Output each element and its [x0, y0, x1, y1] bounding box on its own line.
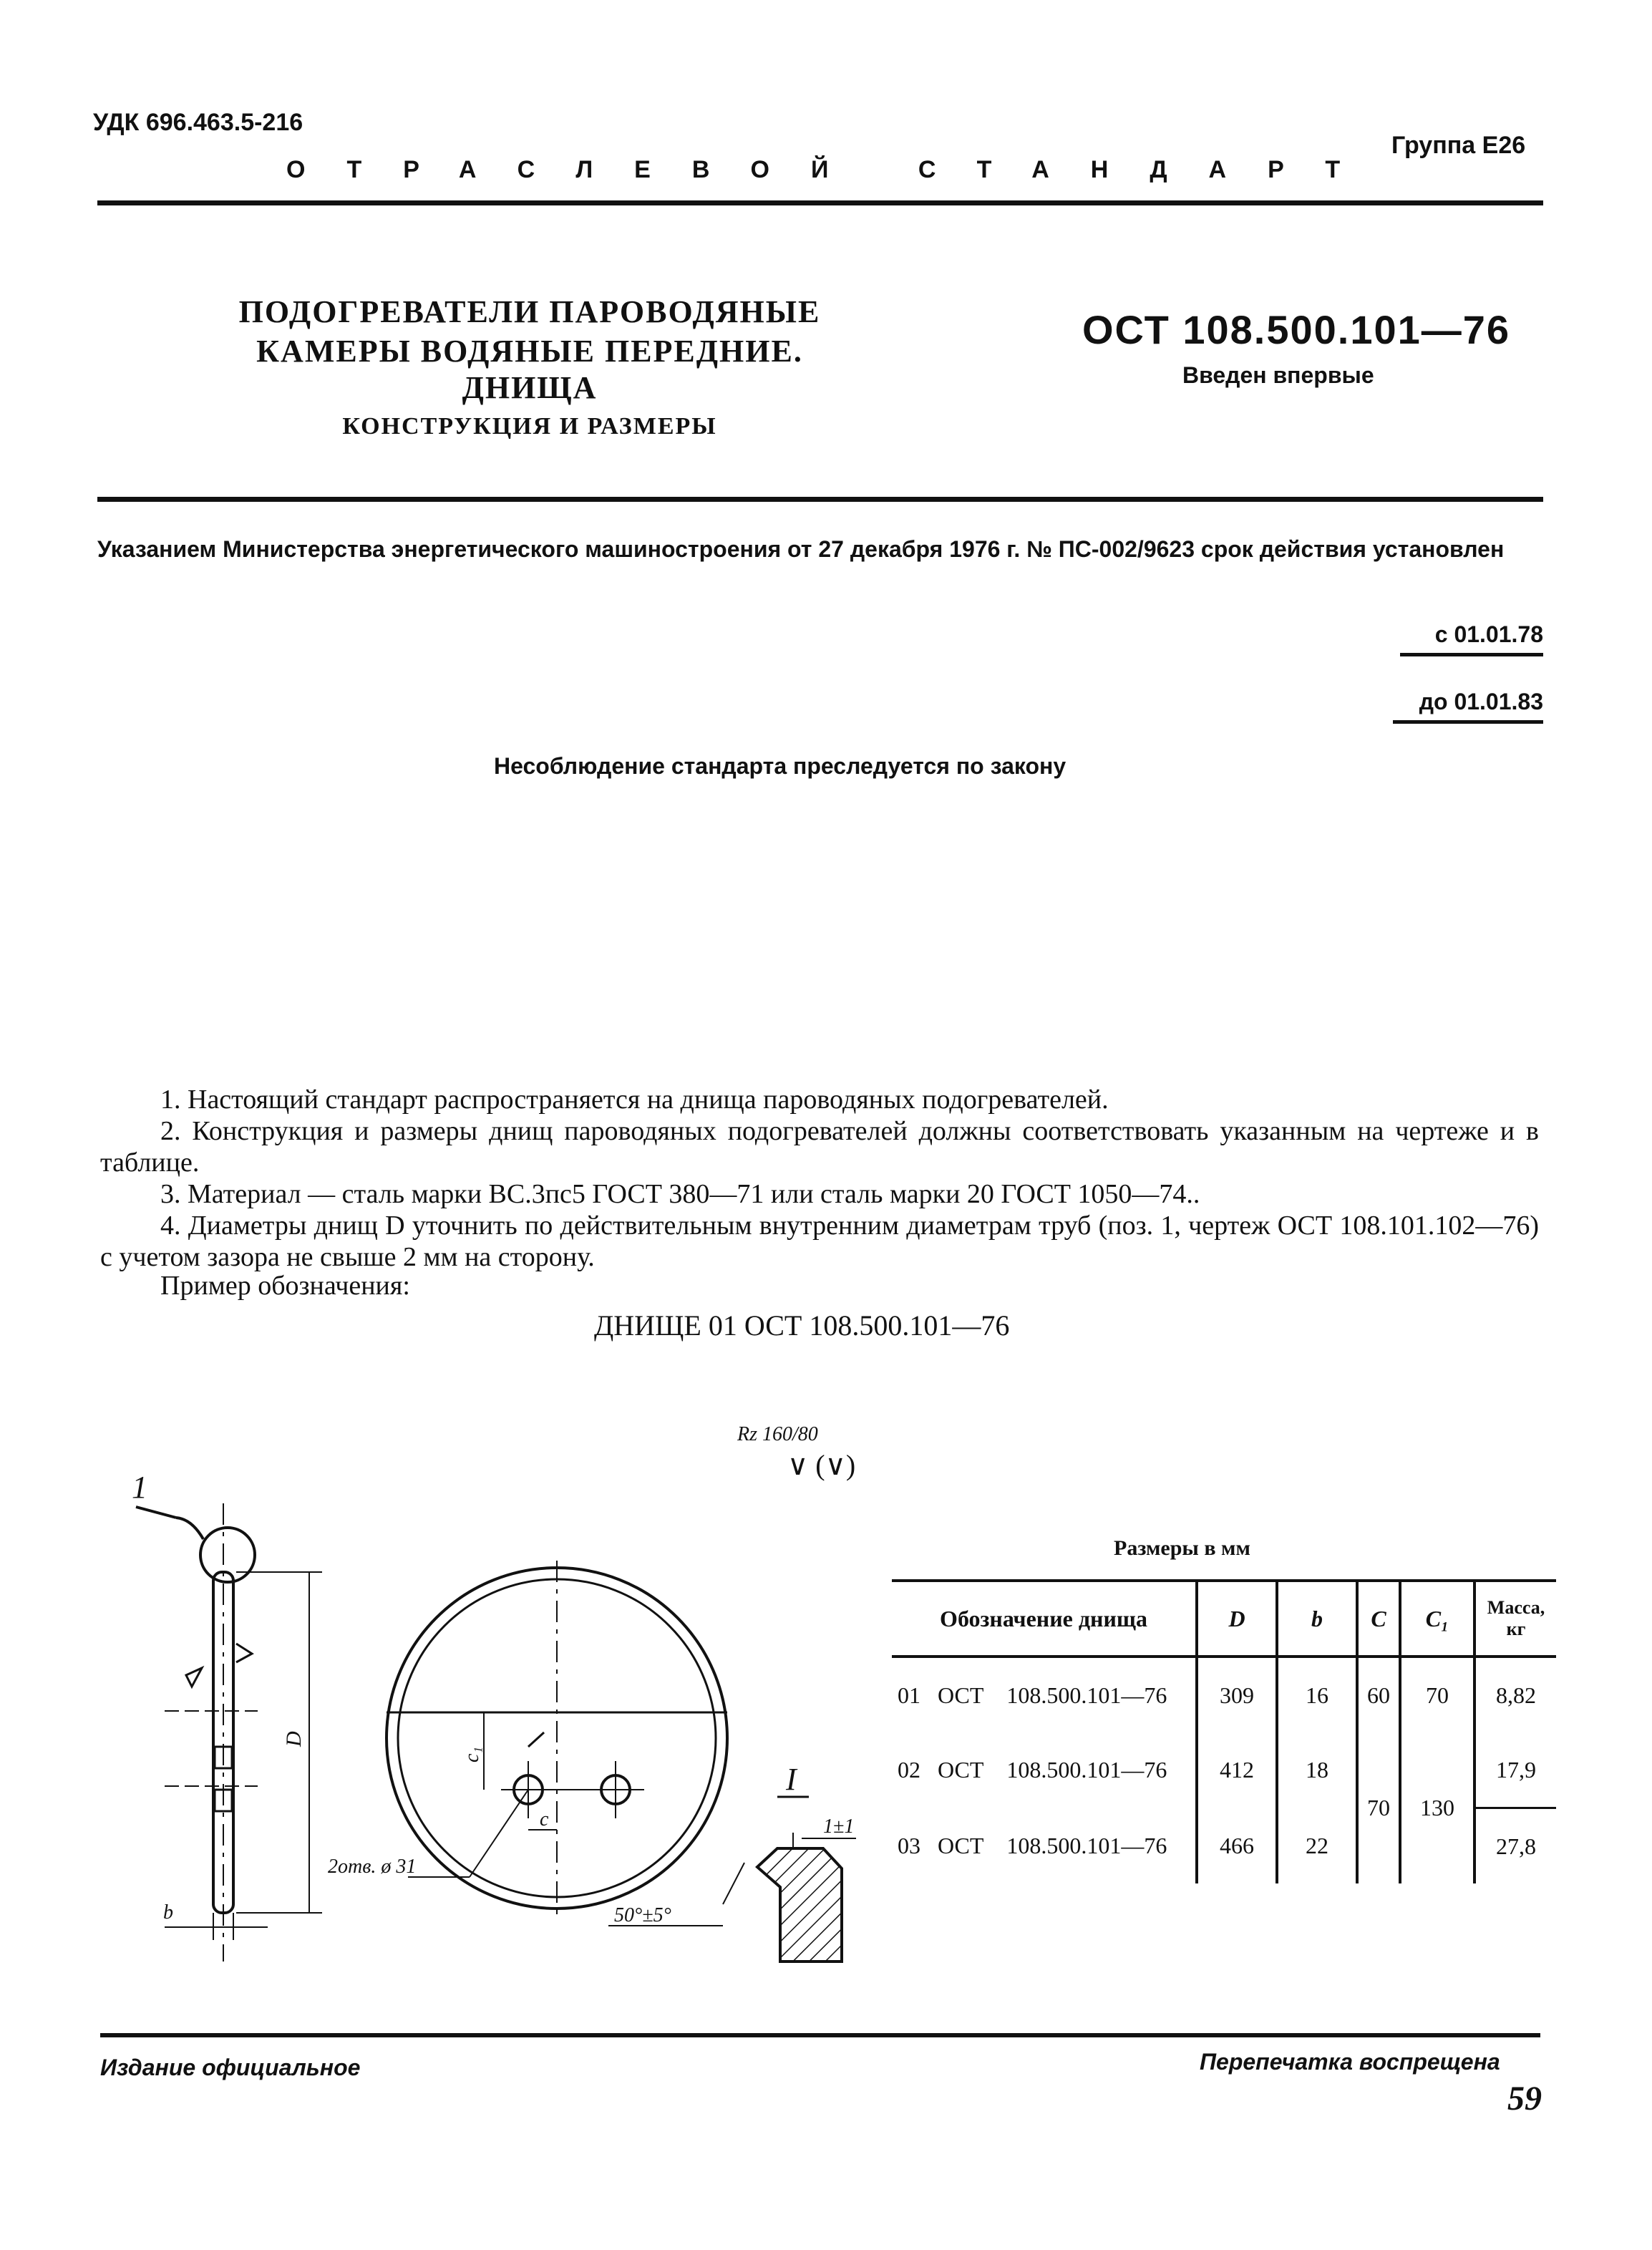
- header-mass: Масса, кг: [1474, 1581, 1556, 1657]
- row-designation: [892, 1808, 1197, 1884]
- reprint-note: Перепечатка воспрещена: [1200, 2049, 1500, 2075]
- detail-label: I: [786, 1762, 797, 1797]
- cell-mass: 8,82: [1474, 1657, 1556, 1732]
- ost-number: ОСТ 108.500.101—76: [1082, 307, 1511, 352]
- cell-c1: 130: [1400, 1732, 1474, 1883]
- example-label: Пример обозначения:: [160, 1271, 410, 1301]
- udk-code: УДК 696.463.5-216: [93, 109, 303, 136]
- row-designation: [892, 1732, 1197, 1808]
- dim-c1-label: c₁: [461, 1746, 483, 1762]
- clause-4: 4. Диаметры днищ D уточнить по действительным внутренним диаметрам труб (поз. 1, чертеж ОСТ 108.101.102—76) с учетом зазора не свыше 2 мм на сторону.: [100, 1211, 1539, 1272]
- detail-circle: [200, 1528, 255, 1582]
- dim-c-label: c: [540, 1808, 549, 1830]
- header-d: D: [1197, 1581, 1277, 1657]
- dimensions-table: [892, 1579, 1556, 1883]
- cell-c: 60: [1357, 1657, 1400, 1732]
- row-doc: 108.500.101—76: [1006, 1757, 1167, 1783]
- dim-b-label: b: [163, 1901, 173, 1924]
- row-doc: 108.500.101—76: [1006, 1682, 1167, 1708]
- cell-b: 18: [1277, 1732, 1357, 1808]
- callout-position: 1: [132, 1470, 147, 1505]
- title-line-3: КОНСТРУКЦИЯ И РАЗМЕРЫ: [342, 413, 717, 440]
- detail-gap: 1±1: [823, 1815, 855, 1838]
- footer-rule: [100, 2033, 1540, 2037]
- validity-from-rule: [1400, 653, 1543, 656]
- cell-d: 466: [1197, 1808, 1277, 1884]
- clause-1: 1. Настоящий стандарт распространяется на днища пароводяных подогревателей.: [160, 1085, 1109, 1115]
- table-row: [892, 1657, 1556, 1732]
- cell-d: 309: [1197, 1657, 1277, 1732]
- hole-left: [514, 1775, 543, 1804]
- holes-label: 2отв. ø 31: [328, 1856, 417, 1878]
- cell-d: 412: [1197, 1732, 1277, 1808]
- page-number: 59: [1507, 2080, 1542, 2118]
- row-number: 02: [898, 1757, 920, 1783]
- document-title: [186, 294, 873, 440]
- clause-3: 3. Материал — сталь марки ВС.3пс5 ГОСТ 380—71 или сталь марки 20 ГОСТ 1050—74..: [160, 1179, 1200, 1209]
- decree-text: Указанием Министерства энергетического машиностроения от 27 декабря 1976 г. № ПС-002/9623 срок действия установлен: [97, 536, 1505, 562]
- cell-mass: 27,8: [1474, 1808, 1556, 1884]
- cell-c1: 70: [1400, 1657, 1474, 1732]
- cell-mass: 17,9: [1474, 1732, 1556, 1808]
- header-c1: C₁: [1400, 1581, 1474, 1657]
- introduced-note: Введен впервые: [1182, 362, 1374, 388]
- side-view: [132, 1470, 322, 1962]
- group-code: Группа Е26: [1391, 132, 1526, 159]
- title-line-2: КАМЕРЫ ВОДЯНЫЕ ПЕРЕДНИЕ. ДНИЩА: [256, 334, 803, 405]
- clause-2: 2. Конструкция и размеры днищ пароводяных подогревателей должны соответствовать указанным на чертеже и в таблице.: [100, 1116, 1539, 1178]
- front-view: [328, 1561, 727, 1919]
- row-number: 01: [898, 1682, 920, 1708]
- row-ost: ОСТ: [938, 1832, 984, 1858]
- hole-right: [601, 1775, 630, 1804]
- standard-type-heading: ОТРАСЛЕВОЙ СТАНДАРТ: [286, 156, 1382, 183]
- title-rule: [97, 497, 1543, 502]
- row-ost: ОСТ: [938, 1682, 984, 1708]
- detail-view: [608, 1762, 856, 1962]
- roughness-label: Rz 160/80: [737, 1423, 818, 1445]
- table-row: [892, 1732, 1556, 1808]
- row-number: 03: [898, 1832, 920, 1858]
- clauses: [100, 1084, 1539, 1273]
- cell-b: 16: [1277, 1657, 1357, 1732]
- law-notice: Несоблюдение стандарта преследуется по закону: [494, 753, 1066, 779]
- title-line-1: ПОДОГРЕВАТЕЛИ ПАРОВОДЯНЫЕ: [238, 294, 821, 329]
- header-c: C: [1357, 1581, 1400, 1657]
- cell-c: 70: [1357, 1732, 1400, 1883]
- validity-to: до 01.01.83: [1419, 689, 1543, 714]
- validity-from: с 01.01.78: [1434, 621, 1543, 647]
- table-header-row: [892, 1581, 1556, 1657]
- header-designation: Обозначение днища: [892, 1581, 1197, 1657]
- header-rule: [97, 200, 1543, 205]
- detail-angle: 50°±5°: [614, 1904, 671, 1926]
- roughness-symbol: ∨ (∨): [787, 1449, 856, 1481]
- dim-d-label: D: [282, 1731, 306, 1747]
- header-b: b: [1277, 1581, 1357, 1657]
- row-designation: [892, 1657, 1197, 1732]
- row-ost: ОСТ: [938, 1757, 984, 1783]
- example-designation: ДНИЩЕ 01 ОСТ 108.500.101—76: [594, 1309, 1010, 1342]
- validity-to-rule: [1393, 720, 1543, 724]
- edition-note: Издание официальное: [100, 2055, 361, 2080]
- table-caption: Размеры в мм: [1114, 1536, 1250, 1560]
- cell-b: 22: [1277, 1808, 1357, 1884]
- row-doc: 108.500.101—76: [1006, 1832, 1167, 1858]
